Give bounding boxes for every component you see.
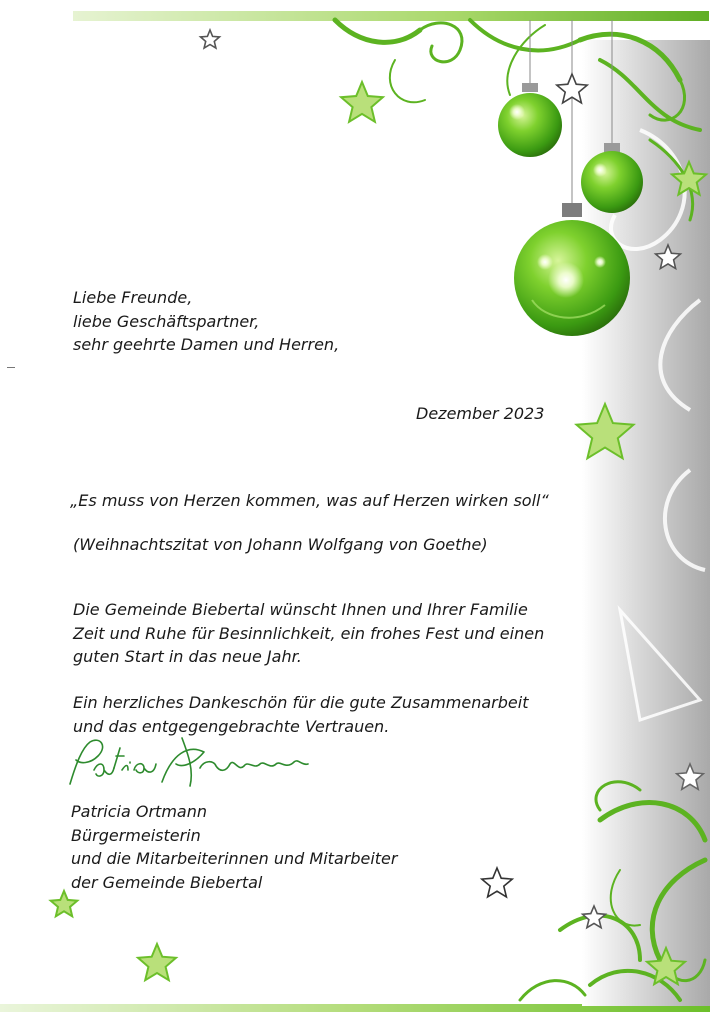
wishes-line: guten Start in das neue Jahr. [73,647,302,667]
signer-staff-line: und die Mitarbeiterinnen und Mitarbeiter [71,849,398,869]
salutation-line: sehr geehrte Damen und Herren, [73,335,340,355]
wishes-paragraph [73,598,544,669]
salutation-line: Liebe Freunde, [73,288,193,307]
star-icon [201,30,220,48]
salutation [73,286,339,357]
wishes-line: Die Gemeinde Biebertal wünscht Ihnen und Ihrer Familie [73,600,528,619]
star-icon [138,944,176,980]
signature-block [71,800,397,894]
christmas-bauble-icon [498,83,562,157]
signer-name: Patricia Ortmann [71,802,207,821]
letter-date: Dezember 2023 [416,404,545,423]
star-icon [341,82,383,122]
signer-municipality: der Gemeinde Biebertal [71,872,263,892]
salutation-line: liebe Geschäftspartner, [73,311,260,331]
top-border-bar [73,11,709,21]
signer-title: Bürgermeisterin [71,825,201,845]
hole-punch-mark [7,367,15,368]
handwritten-signature [64,734,314,794]
quote-source: (Weihnachtszitat von Johann Wolfgang von Goethe) [73,535,488,554]
quote: „Es muss von Herzen kommen, was auf Herzen wirken soll“ [70,491,549,510]
wishes-line: Zeit und Ruhe für Besinnlichkeit, ein frohes Fest und einen [73,623,545,643]
star-icon [51,891,78,916]
star-icon [482,868,512,897]
thanks-line: und das entgegengebrachte Vertrauen. [73,716,390,736]
thanks-line: Ein herzliches Dankeschön für die gute Zusammenarbeit [73,693,529,712]
thanks-paragraph [73,691,528,738]
